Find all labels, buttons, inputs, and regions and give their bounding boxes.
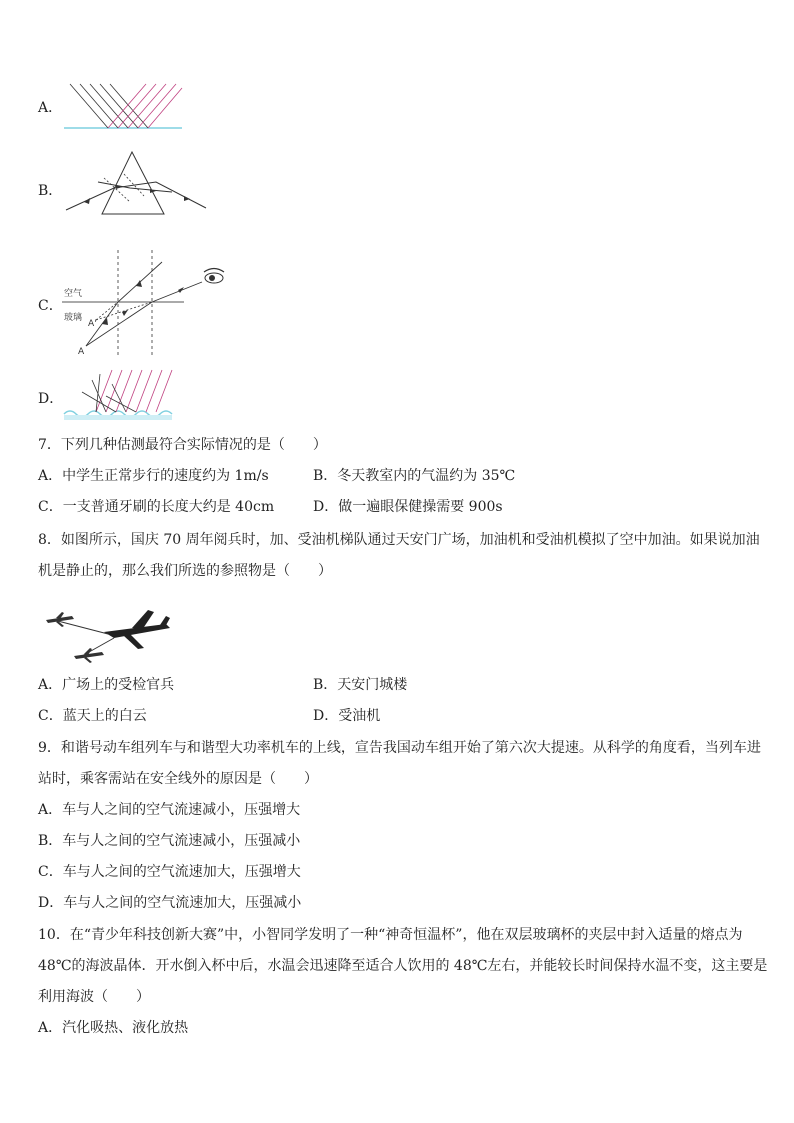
question-8-option-a[interactable]: A．广场上的受检官兵 xyxy=(38,677,175,693)
figure-b-prism-diagram xyxy=(64,150,214,220)
question-7-option-c[interactable]: C．一支普通牙刷的长度大约是 40cm xyxy=(38,499,275,515)
refueling-aircraft-image xyxy=(44,604,174,666)
question-7-stem: 7．下列几种估测最符合实际情况的是（ ） xyxy=(38,437,327,453)
figure-c-refraction-diagram xyxy=(62,250,237,360)
figure-d-diffuse-reflection-diagram xyxy=(62,366,187,422)
question-7-option-d[interactable]: D．做一遍眼保健操需要 900s xyxy=(313,499,503,515)
question-8-option-b[interactable]: B．天安门城楼 xyxy=(313,677,408,693)
question-10-stem-line-1: 10．在“青少年科技创新大赛”中，小智同学发明了一种“神奇恒温杯”，他在双层玻璃杯的夹层中封入适量的熔点为 xyxy=(38,927,743,943)
question-9-option-d[interactable]: D．车与人之间的空气流速加大，压强减小 xyxy=(38,895,302,911)
glass-label: 玻璃 xyxy=(64,313,83,323)
eye-icon xyxy=(204,269,224,284)
question-8-stem-line-2: 机是静止的，那么我们所选的参照物是（ ） xyxy=(38,563,332,579)
point-a-label: A xyxy=(78,347,85,357)
question-10-option-a[interactable]: A．汽化吸热、液化放热 xyxy=(38,1020,189,1036)
question-9-stem-line-1: 9．和谐号动车组列车与和谐型大功率机车的上线，宣告我国动车组开始了第六次大提速。从科学的角度看，当列车进 xyxy=(38,740,761,756)
point-a-prime-label: A' xyxy=(88,319,97,329)
question-7-option-a[interactable]: A．中学生正常步行的速度约为 1m/s xyxy=(38,468,269,484)
question-9-option-b[interactable]: B．车与人之间的空气流速减小，压强减小 xyxy=(38,833,301,849)
air-label: 空气 xyxy=(64,289,83,299)
option-b-label: B． xyxy=(38,183,63,199)
question-7-option-b[interactable]: B．冬天教室内的气温约为 35℃ xyxy=(313,468,516,484)
question-9-stem-line-2: 站时，乘客需站在安全线外的原因是（ ） xyxy=(38,771,318,787)
question-10-stem-line-3: 利用海波（ ） xyxy=(38,989,150,1005)
question-8-option-c[interactable]: C．蓝天上的白云 xyxy=(38,708,147,724)
question-9-option-a[interactable]: A．车与人之间的空气流速减小，压强增大 xyxy=(38,802,301,818)
option-c-label: C． xyxy=(38,298,63,314)
question-9-option-c[interactable]: C．车与人之间的空气流速加大，压强增大 xyxy=(38,864,301,880)
option-d-label: D． xyxy=(38,391,64,407)
option-a-label: A． xyxy=(38,100,63,116)
figure-a-reflection-diagram xyxy=(62,78,192,138)
question-8-stem-line-1: 8．如图所示，国庆 70 周年阅兵时，加、受油机梯队通过天安门广场，加油机和受油机模拟了空中加油。如果说加油 xyxy=(38,532,760,548)
question-8-option-d[interactable]: D．受油机 xyxy=(313,708,381,724)
question-10-stem-line-2: 48℃的海波晶体．开水倒入杯中后，水温会迅速降至适合人饮用的 48℃左右，并能较长时间保持水温不变，这主要是 xyxy=(38,958,768,974)
